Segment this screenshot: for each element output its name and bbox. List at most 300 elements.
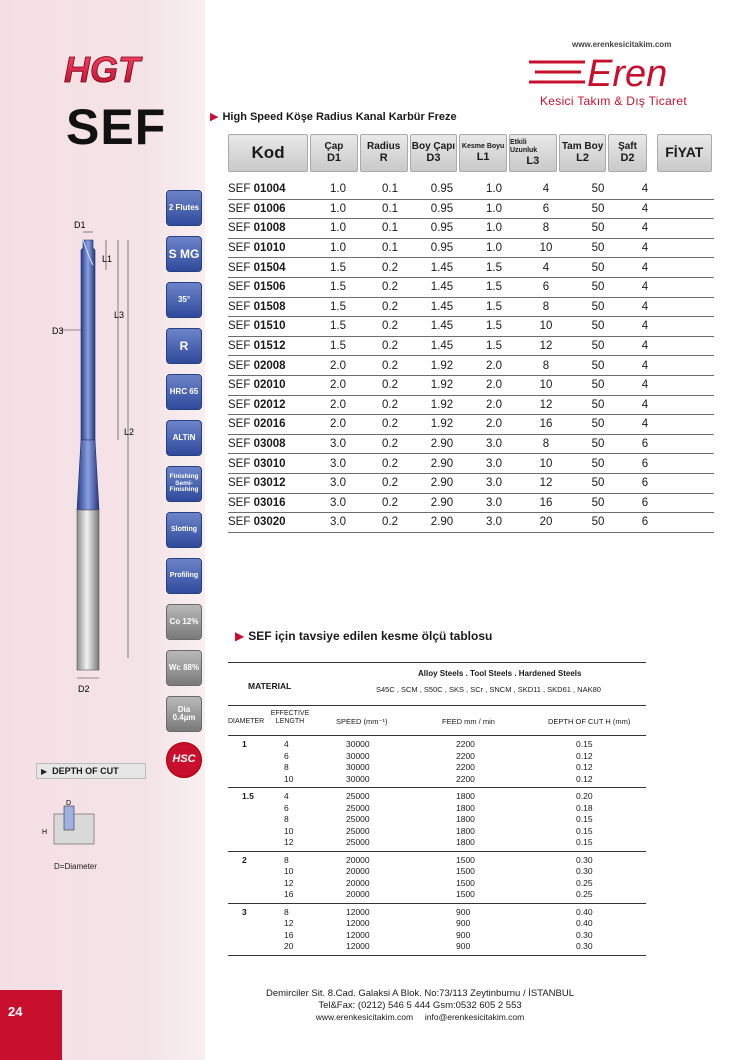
cell-speed: 12000 [346,929,370,940]
code-number: 01504 [253,261,286,274]
code-prefix: SEF [228,398,251,411]
cell-d1: 1.0 [330,202,346,215]
table-row [228,513,714,533]
cell-length: 8 [284,854,289,865]
cell-d3: 0.95 [430,202,454,215]
cell-d3: 1.45 [430,320,454,333]
cell-l1: 3.0 [486,457,502,470]
cell-d2: 4 [641,320,649,333]
cell-l2: 50 [591,477,605,490]
cell-d2: 4 [641,300,649,313]
col-feed: FEED mm / min [442,717,495,726]
code-number: 02010 [253,379,286,392]
depth-of-cut-diagram [40,800,110,850]
triangle-right-icon: ▶ [235,629,245,643]
product-code [228,399,312,411]
code-prefix: SEF [228,418,251,431]
label-diagram-d: D [66,800,72,807]
cutting-groups [228,736,646,956]
cell-l1: 2.0 [486,398,502,411]
cell-r: 0.2 [382,320,398,333]
code-number: 01508 [253,300,286,313]
code-prefix: SEF [228,300,251,313]
cell-d3: 1.92 [430,359,454,372]
cell-l3: 16 [539,496,553,509]
cell-r: 0.2 [382,457,398,470]
diameter-note: D=Diameter [54,862,97,871]
cell-l2: 50 [591,242,605,255]
code-prefix: SEF [228,242,251,255]
cell-r: 0.1 [382,183,398,196]
cell-l1: 2.0 [486,359,502,372]
cell-d3: 1.45 [430,281,454,294]
smg-icon: S MG [166,236,202,272]
cell-feed: 1800 [456,837,475,847]
cell-d3: 2.90 [430,477,454,490]
eren-company-logo [525,52,710,92]
cell-r: 0.1 [382,202,398,215]
code-number: 01010 [253,242,286,255]
cell-l2: 50 [591,359,605,372]
cell-l3: 10 [539,242,553,255]
table-row [228,278,714,298]
code-prefix: SEF [228,496,251,509]
cell-l2: 50 [591,202,605,215]
footer-email[interactable]: info@erenkesicitakim.com [424,1011,525,1022]
cutting-row [228,814,646,826]
cell-d2: 4 [641,183,649,196]
cell-d3: 1.45 [430,261,454,274]
cell-l1: 3.0 [486,496,502,509]
col-speed: SPEED (mm⁻¹) [336,717,388,726]
cell-r: 0.2 [382,438,398,451]
cell-d3: 2.90 [430,438,454,451]
product-code [228,360,312,372]
code-number: 03008 [253,438,286,451]
tungsten-carbide-icon: Wc 88% [166,650,202,686]
cell-d2: 4 [641,242,649,255]
section-title-products: ▶ High Speed Köşe Radius Kanal Karbür Freze [210,111,457,123]
cell-l1: 3.0 [486,438,502,451]
hsc-icon: HSC [166,742,202,778]
product-code [228,418,312,430]
cell-depth: 0.12 [576,773,593,784]
cell-d3: 2.90 [430,457,454,470]
page-number-strip [0,990,62,1060]
table-row [228,337,714,357]
cutting-data-table [228,662,646,956]
code-number: 01004 [253,183,286,196]
cell-r: 0.2 [382,418,398,431]
cell-d2: 4 [641,281,649,294]
cell-d2: 6 [641,516,649,529]
cutting-row [228,889,646,901]
cell-feed: 1500 [456,866,475,876]
hrc-icon: HRC 65 [166,374,202,410]
cell-d2: 4 [641,418,649,431]
table-row [228,435,714,455]
cell-feed: 1800 [456,802,475,813]
section-title-cutting: ▶ SEF için tavsiye edilen kesme ölçü tablosu [235,629,493,643]
cell-l2: 50 [591,222,605,235]
cell-speed: 25000 [346,814,370,824]
cell-l1: 1.5 [486,340,502,353]
cutting-row [228,878,646,890]
table-row [228,396,714,416]
cell-feed: 1800 [456,814,475,824]
cell-length: 12 [284,918,294,928]
code-prefix: SEF [228,477,251,490]
cell-speed: 25000 [346,791,370,801]
header-cap: Çap D1 [310,134,358,172]
cell-feed: 2200 [456,773,475,784]
cell-depth: 0.40 [576,918,593,928]
cell-l3: 16 [539,418,553,431]
cell-d2: 4 [641,222,649,235]
cutting-row [228,774,646,786]
cell-d2: 4 [641,398,649,411]
cutting-row [228,866,646,878]
table-row [228,258,714,278]
cell-d3: 1.92 [430,418,454,431]
header-kesme-boyu: Kesme Boyu L1 [459,134,507,172]
product-code [228,477,312,489]
cutting-group [228,736,646,788]
altin-coating-icon: ALTiN [166,420,202,456]
cell-l1: 2.0 [486,418,502,431]
code-prefix: SEF [228,222,251,235]
triangle-right-icon: ▶ [41,766,48,776]
cell-d2: 6 [641,477,649,490]
cell-d1: 3.0 [330,496,346,509]
header-fiyat: FİYAT [657,134,712,172]
cell-l1: 1.0 [486,222,502,235]
cutting-row [228,930,646,942]
cutting-material-header [228,662,646,706]
table-row [228,356,714,376]
cutting-row [228,907,646,919]
header-kod: Kod [228,134,308,172]
cutting-row [228,739,646,751]
product-code [228,497,312,509]
feature-badges [166,190,204,788]
cell-length: 10 [284,866,294,876]
table-row [228,376,714,396]
cutting-row [228,837,646,849]
cell-l2: 50 [591,496,605,509]
footer-contacts [230,1012,610,1023]
cell-feed: 1500 [456,889,475,899]
code-number: 03010 [253,457,286,470]
cell-d1: 1.0 [330,222,346,235]
cell-d1: 1.5 [330,320,346,333]
table-row [228,200,714,220]
cell-l2: 50 [591,516,605,529]
cell-l3: 12 [539,398,553,411]
footer [230,988,610,1022]
product-code [228,379,312,391]
product-code [228,222,312,234]
cell-speed: 30000 [346,739,370,749]
steel-grades: S45C , SCM , S50C , SKS , SCr , SNCM , SKD11 , SKD61 , NAK80 [376,685,601,694]
code-prefix: SEF [228,202,251,215]
footer-phone: Tel&Fax: (0212) 546 5 444 Gsm:0532 605 2 553 [318,999,522,1011]
cell-l3: 4 [542,261,550,274]
cell-l3: 10 [539,379,553,392]
cobalt-icon: Co 12% [166,604,202,640]
cell-feed: 2200 [456,750,475,761]
group-diameter: 1 [242,739,247,749]
cell-depth: 0.15 [576,825,593,836]
eren-logo-text: Eren [587,53,668,92]
cell-r: 0.2 [382,496,398,509]
cell-d1: 3.0 [330,516,346,529]
cell-depth: 0.30 [576,929,593,940]
cell-r: 0.1 [382,222,398,235]
cell-d3: 0.95 [430,183,454,196]
table-row [228,180,714,200]
cell-feed: 900 [456,906,471,917]
code-number: 02012 [253,398,286,411]
cell-l1: 3.0 [486,477,502,490]
cell-length: 10 [284,773,294,784]
cell-d3: 1.45 [430,340,454,353]
depth-of-cut-label: ▶ DEPTH OF CUT [36,763,146,779]
cell-l1: 1.5 [486,320,502,333]
label-l2: L2 [124,427,135,437]
cell-l3: 8 [542,222,550,235]
cell-length: 16 [284,929,294,940]
table-row [228,219,714,239]
cell-length: 8 [284,814,289,824]
cell-speed: 12000 [346,906,370,917]
code-number: 03012 [253,477,286,490]
product-code [228,301,312,313]
cutting-row [228,918,646,930]
cell-depth: 0.30 [576,941,593,951]
cell-l2: 50 [591,398,605,411]
cell-r: 0.2 [382,281,398,294]
cell-r: 0.2 [382,359,398,372]
cell-r: 0.2 [382,261,398,274]
code-prefix: SEF [228,359,251,372]
cell-l3: 20 [539,516,553,529]
cell-length: 12 [284,837,294,847]
cell-r: 0.1 [382,242,398,255]
group-diameter: 2 [242,854,247,865]
cell-r: 0.2 [382,379,398,392]
code-prefix: SEF [228,320,251,333]
header-website: www.erenkesicitakim.com [572,40,672,49]
cell-speed: 30000 [346,750,370,761]
code-prefix: SEF [228,183,251,196]
cell-d3: 0.95 [430,242,454,255]
cell-length: 6 [284,750,289,761]
cell-length: 4 [284,791,289,801]
cell-length: 20 [284,941,294,951]
code-number: 01506 [253,281,286,294]
finishing-icon: Finishing Semi-Finishing [166,466,202,502]
slotting-icon: Slotting [166,512,202,548]
table-row [228,317,714,337]
cell-speed: 30000 [346,762,370,772]
cell-depth: 0.18 [576,802,593,813]
steel-types: Alloy Steels . Tool Steels . Hardened Steels [418,669,582,678]
cell-d3: 2.90 [430,516,454,529]
cell-r: 0.2 [382,300,398,313]
label-d2: D2 [78,684,90,694]
cell-d1: 1.5 [330,261,346,274]
col-effective-length: EFFECTIVE LENGTH [270,710,310,725]
code-number: 03016 [253,496,286,509]
code-prefix: SEF [228,379,251,392]
cell-l2: 50 [591,300,605,313]
page-number: 24 [8,1004,23,1019]
corner-radius-icon: R [166,328,202,364]
cell-depth: 0.15 [576,739,593,749]
product-code [228,458,312,470]
material-label: MATERIAL [248,681,292,691]
col-diameter: DIAMETER [228,718,265,725]
cutting-row [228,855,646,867]
cell-length: 6 [284,802,289,813]
table-row [228,298,714,318]
label-d3: D3 [52,326,64,336]
cell-depth: 0.25 [576,889,593,899]
cell-speed: 12000 [346,918,370,928]
cell-l2: 50 [591,418,605,431]
header-tam-boy: Tam Boy L2 [559,134,607,172]
code-number: 01512 [253,340,286,353]
footer-website[interactable]: www.erenkesicitakim.com [315,1011,414,1022]
cell-d1: 1.5 [330,300,346,313]
cell-length: 4 [284,739,289,749]
code-prefix: SEF [228,281,251,294]
hgt-brand-logo [62,52,180,88]
group-diameter: 1.5 [242,791,254,801]
table-row [228,474,714,494]
cell-depth: 0.12 [576,750,593,761]
cell-l1: 1.0 [486,242,502,255]
cell-speed: 25000 [346,825,370,836]
code-prefix: SEF [228,438,251,451]
cell-d3: 0.95 [430,222,454,235]
cell-l3: 8 [542,300,550,313]
cell-feed: 2200 [456,762,475,772]
series-title: SEF [66,99,167,155]
cell-l3: 12 [539,340,553,353]
header-radius: Radius R [360,134,408,172]
two-flutes-icon: 2 Flutes [166,190,202,226]
cell-feed: 900 [456,929,471,940]
cell-d2: 4 [641,261,649,274]
cell-d2: 4 [641,202,649,215]
code-number: 01008 [253,222,286,235]
cell-depth: 0.20 [576,791,593,801]
cell-l2: 50 [591,183,605,196]
header-boy-capi: Boy Çapı D3 [410,134,458,172]
grain-size-icon: Dia 0.4µm [166,696,202,732]
cell-depth: 0.40 [576,906,593,917]
cell-length: 8 [284,906,289,917]
cell-speed: 12000 [346,941,370,951]
triangle-right-icon: ▶ [210,111,219,123]
cell-feed: 1500 [456,877,475,888]
cutting-row [228,762,646,774]
label-l3: L3 [114,310,125,320]
cell-feed: 900 [456,918,471,928]
cell-l1: 3.0 [486,516,502,529]
header-etkili-uzunluk: Etkili Uzunluk L3 [509,134,557,172]
cell-d3: 1.92 [430,398,454,411]
cell-d2: 4 [641,340,649,353]
label-d1: D1 [74,220,86,230]
cell-d1: 2.0 [330,359,346,372]
cell-d1: 3.0 [330,438,346,451]
cell-l3: 8 [542,359,550,372]
product-code [228,340,312,352]
table-row [228,494,714,514]
code-prefix: SEF [228,457,251,470]
cell-l3: 6 [542,281,550,294]
cell-d1: 2.0 [330,379,346,392]
cell-l1: 1.5 [486,281,502,294]
label-l1: L1 [102,254,113,264]
cutting-group [228,904,646,956]
cell-l1: 1.5 [486,300,502,313]
product-code [228,281,312,293]
code-number: 02008 [253,359,286,372]
cell-r: 0.2 [382,340,398,353]
cell-l1: 2.0 [486,379,502,392]
cell-speed: 30000 [346,773,370,784]
cell-feed: 1800 [456,825,475,836]
cell-l2: 50 [591,379,605,392]
code-prefix: SEF [228,261,251,274]
cell-l2: 50 [591,261,605,274]
cell-depth: 0.30 [576,854,593,865]
cell-l2: 50 [591,457,605,470]
cell-feed: 900 [456,941,471,951]
spec-table-header [228,134,714,172]
cell-depth: 0.30 [576,866,593,876]
cell-l2: 50 [591,340,605,353]
product-code [228,242,312,254]
cutting-group [228,852,646,904]
hgt-logo-text: HGT [64,52,140,88]
cell-d2: 4 [641,359,649,372]
cell-l3: 6 [542,202,550,215]
cell-d1: 3.0 [330,457,346,470]
product-code [228,320,312,332]
cell-r: 0.2 [382,398,398,411]
cell-d1: 1.5 [330,340,346,353]
cell-length: 10 [284,825,294,836]
cutting-row [228,751,646,763]
cell-d1: 2.0 [330,398,346,411]
cell-feed: 1500 [456,854,475,865]
cell-l3: 10 [539,320,553,333]
code-prefix: SEF [228,516,251,529]
cell-speed: 25000 [346,837,370,847]
code-number: 03020 [253,516,286,529]
cutting-group [228,788,646,852]
cell-d2: 6 [641,438,649,451]
table-row [228,415,714,435]
col-depth: DEPTH OF CUT H (mm) [548,717,631,726]
cell-length: 12 [284,877,294,888]
cell-l1: 1.5 [486,261,502,274]
